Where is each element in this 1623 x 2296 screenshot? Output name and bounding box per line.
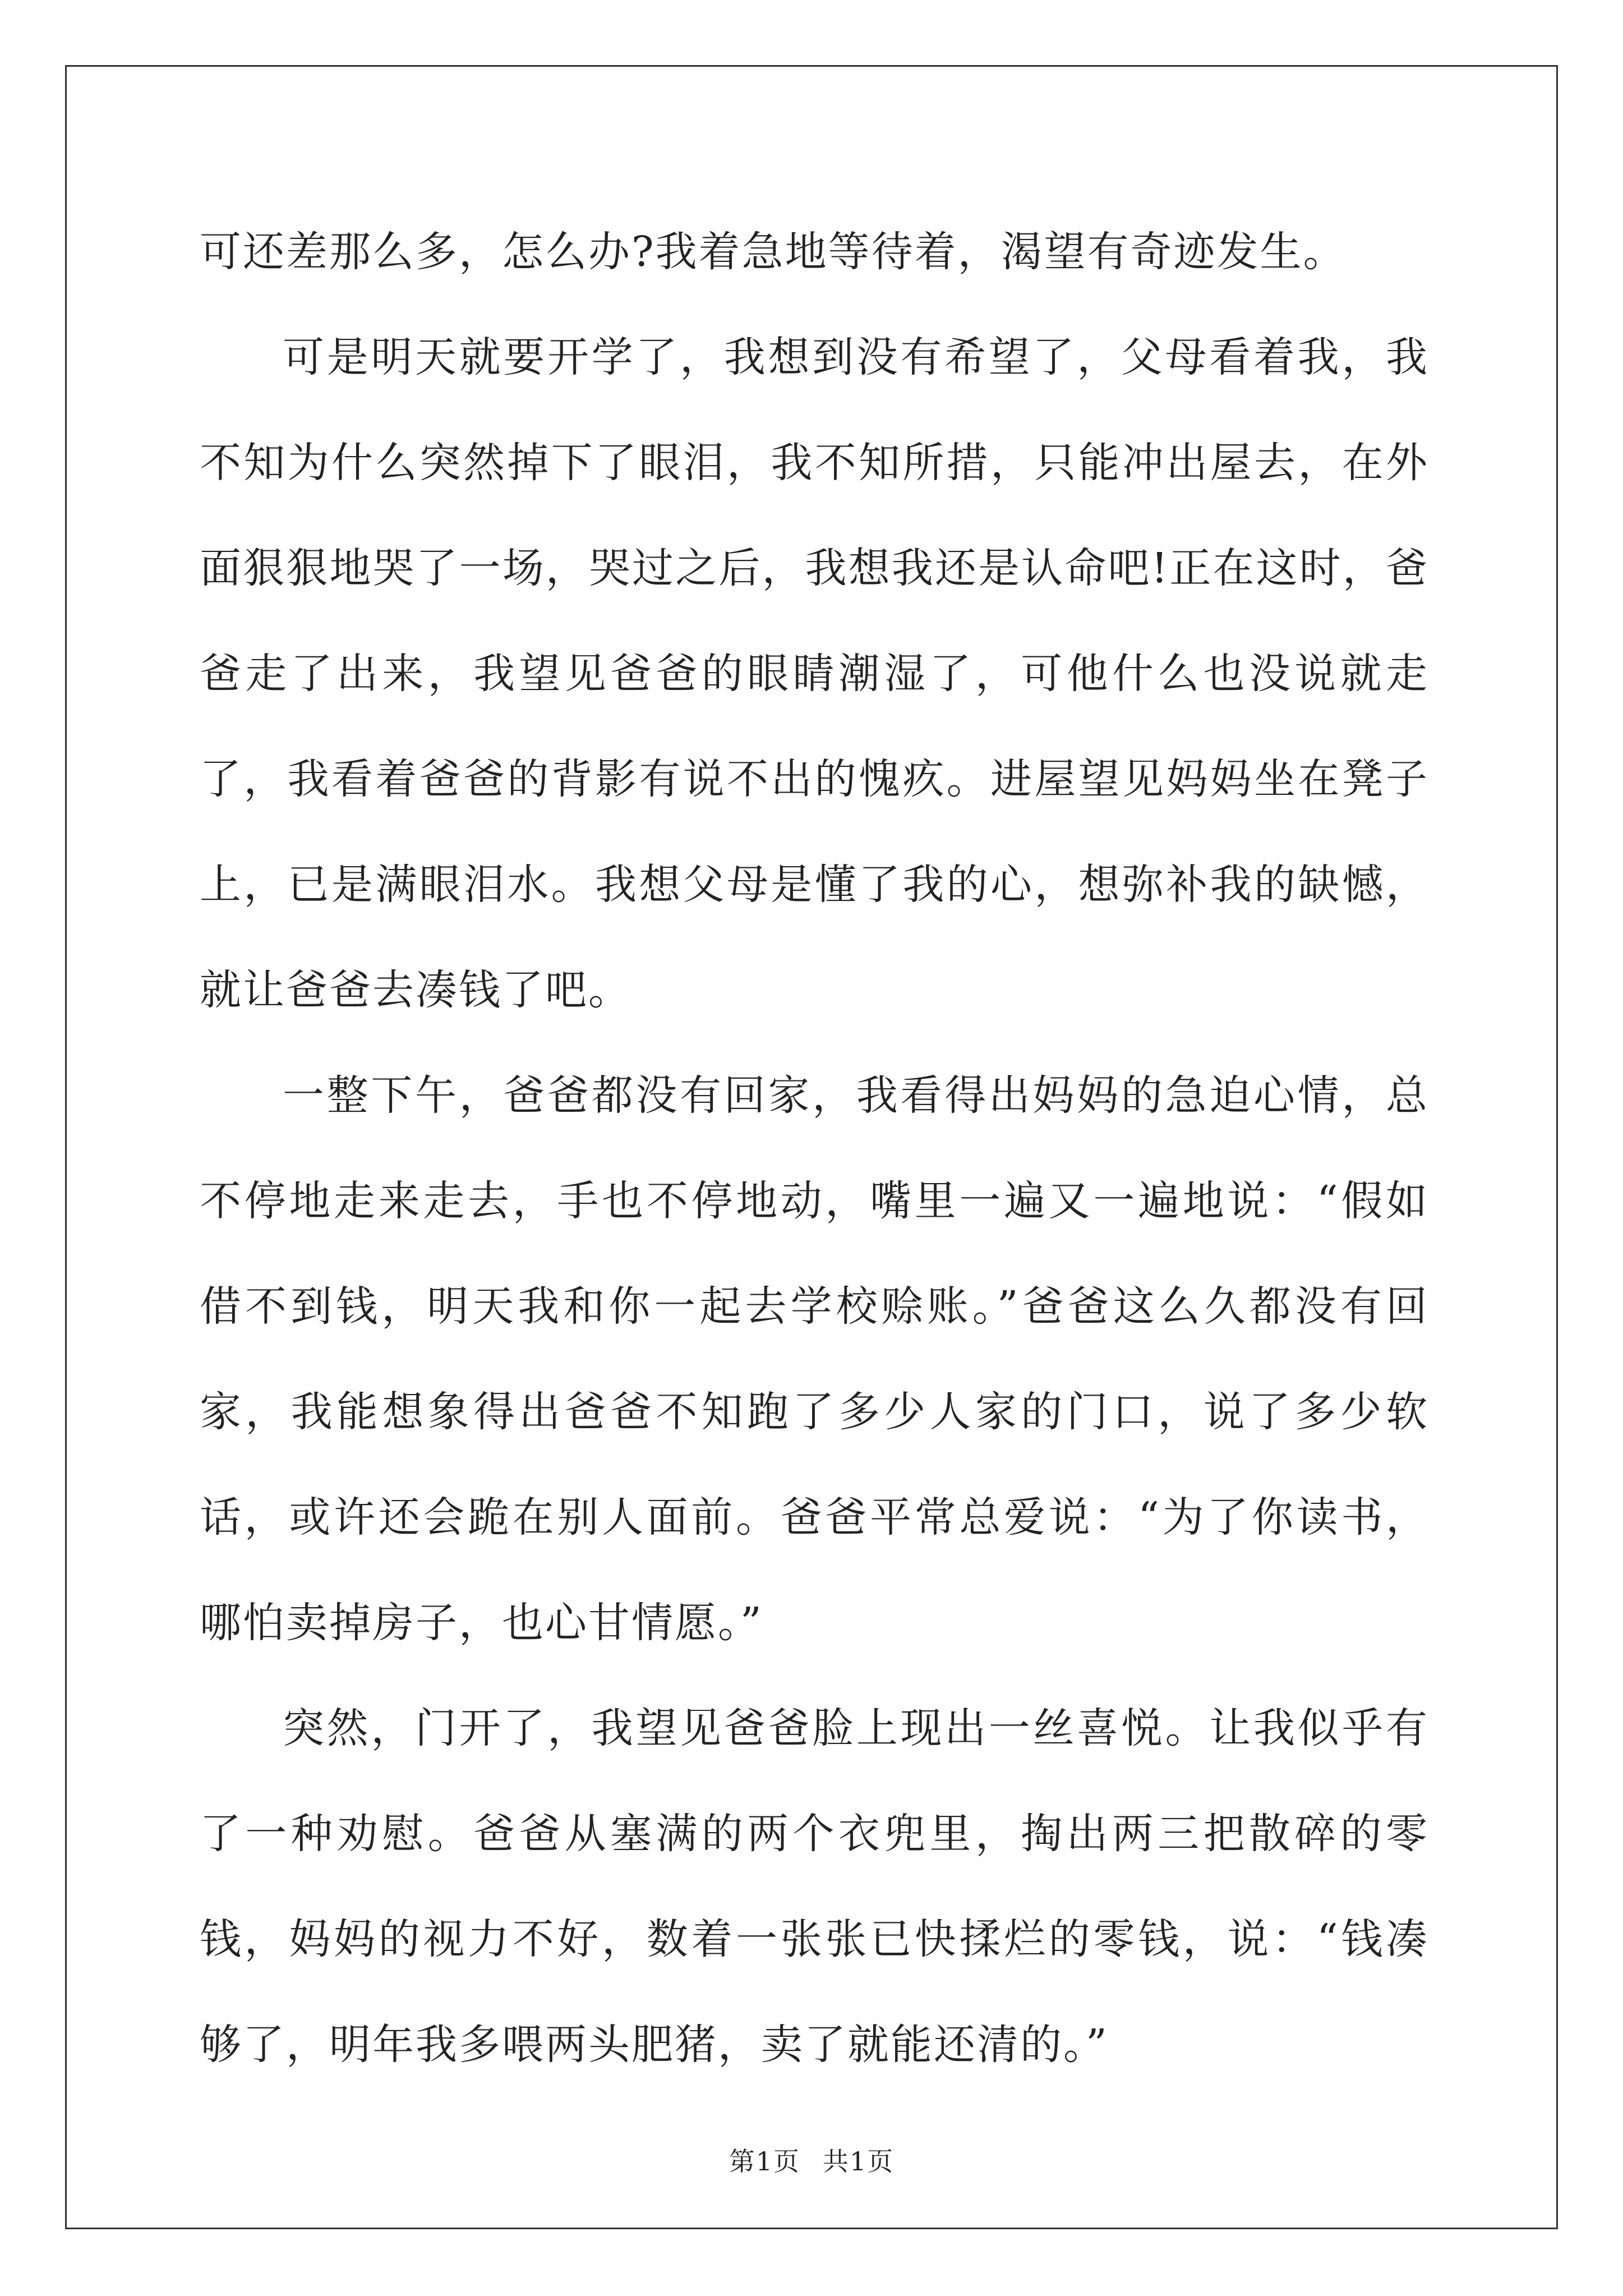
page-footer [0,2141,1623,2178]
page-number: 第1页 [728,2146,800,2177]
paragraph: 突然，门开了，我望见爸爸脸上现出一丝喜悦。让我似乎有了一种劝慰。爸爸从塞满的两个衣兜里，掏出两三把散碎的零钱，妈妈的视力不好，数着一张张已快揉烂的零钱，说：“钱凑够了，明年我多喂两头肥猪，卖了就能还清的。” [200,1704,1429,2069]
paragraph: 可还差那么多，怎么办?我着急地等待着，渴望有奇迹发生。 [200,228,1347,276]
paragraph: 一整下午，爸爸都没有回家，我看得出妈妈的急迫心情，总不停地走来走去，手也不停地动，嘴里一遍又一遍地说：“假如借不到钱，明天我和你一起去学校赊账。”爸爸这么久都没有回家，我能想象得出爸爸不知跑了多少人家的门口，说了多少软话，或许还会跪在别人面前。爸爸平常总爱说：“为了你读书，哪怕卖掉房子，也心甘情愿。” [200,1071,1429,1647]
page-total: 共1页 [823,2146,895,2177]
document-body [200,199,1429,2097]
paragraph: 可是明天就要开学了，我想到没有希望了，父母看着我，我不知为什么突然掉下了眼泪，我不知所措，只能冲出屋去，在外面狠狠地哭了一场，哭过之后，我想我还是认命吧!正在这时，爸爸走了出来，我望见爸爸的眼睛潮湿了，可他什么也没说就走了，我看着爸爸的背影有说不出的愧疚。进屋望见妈妈坐在凳子上，已是满眼泪水。我想父母是懂了我的心，想弥补我的缺憾，就让爸爸去凑钱了吧。 [200,333,1429,1014]
